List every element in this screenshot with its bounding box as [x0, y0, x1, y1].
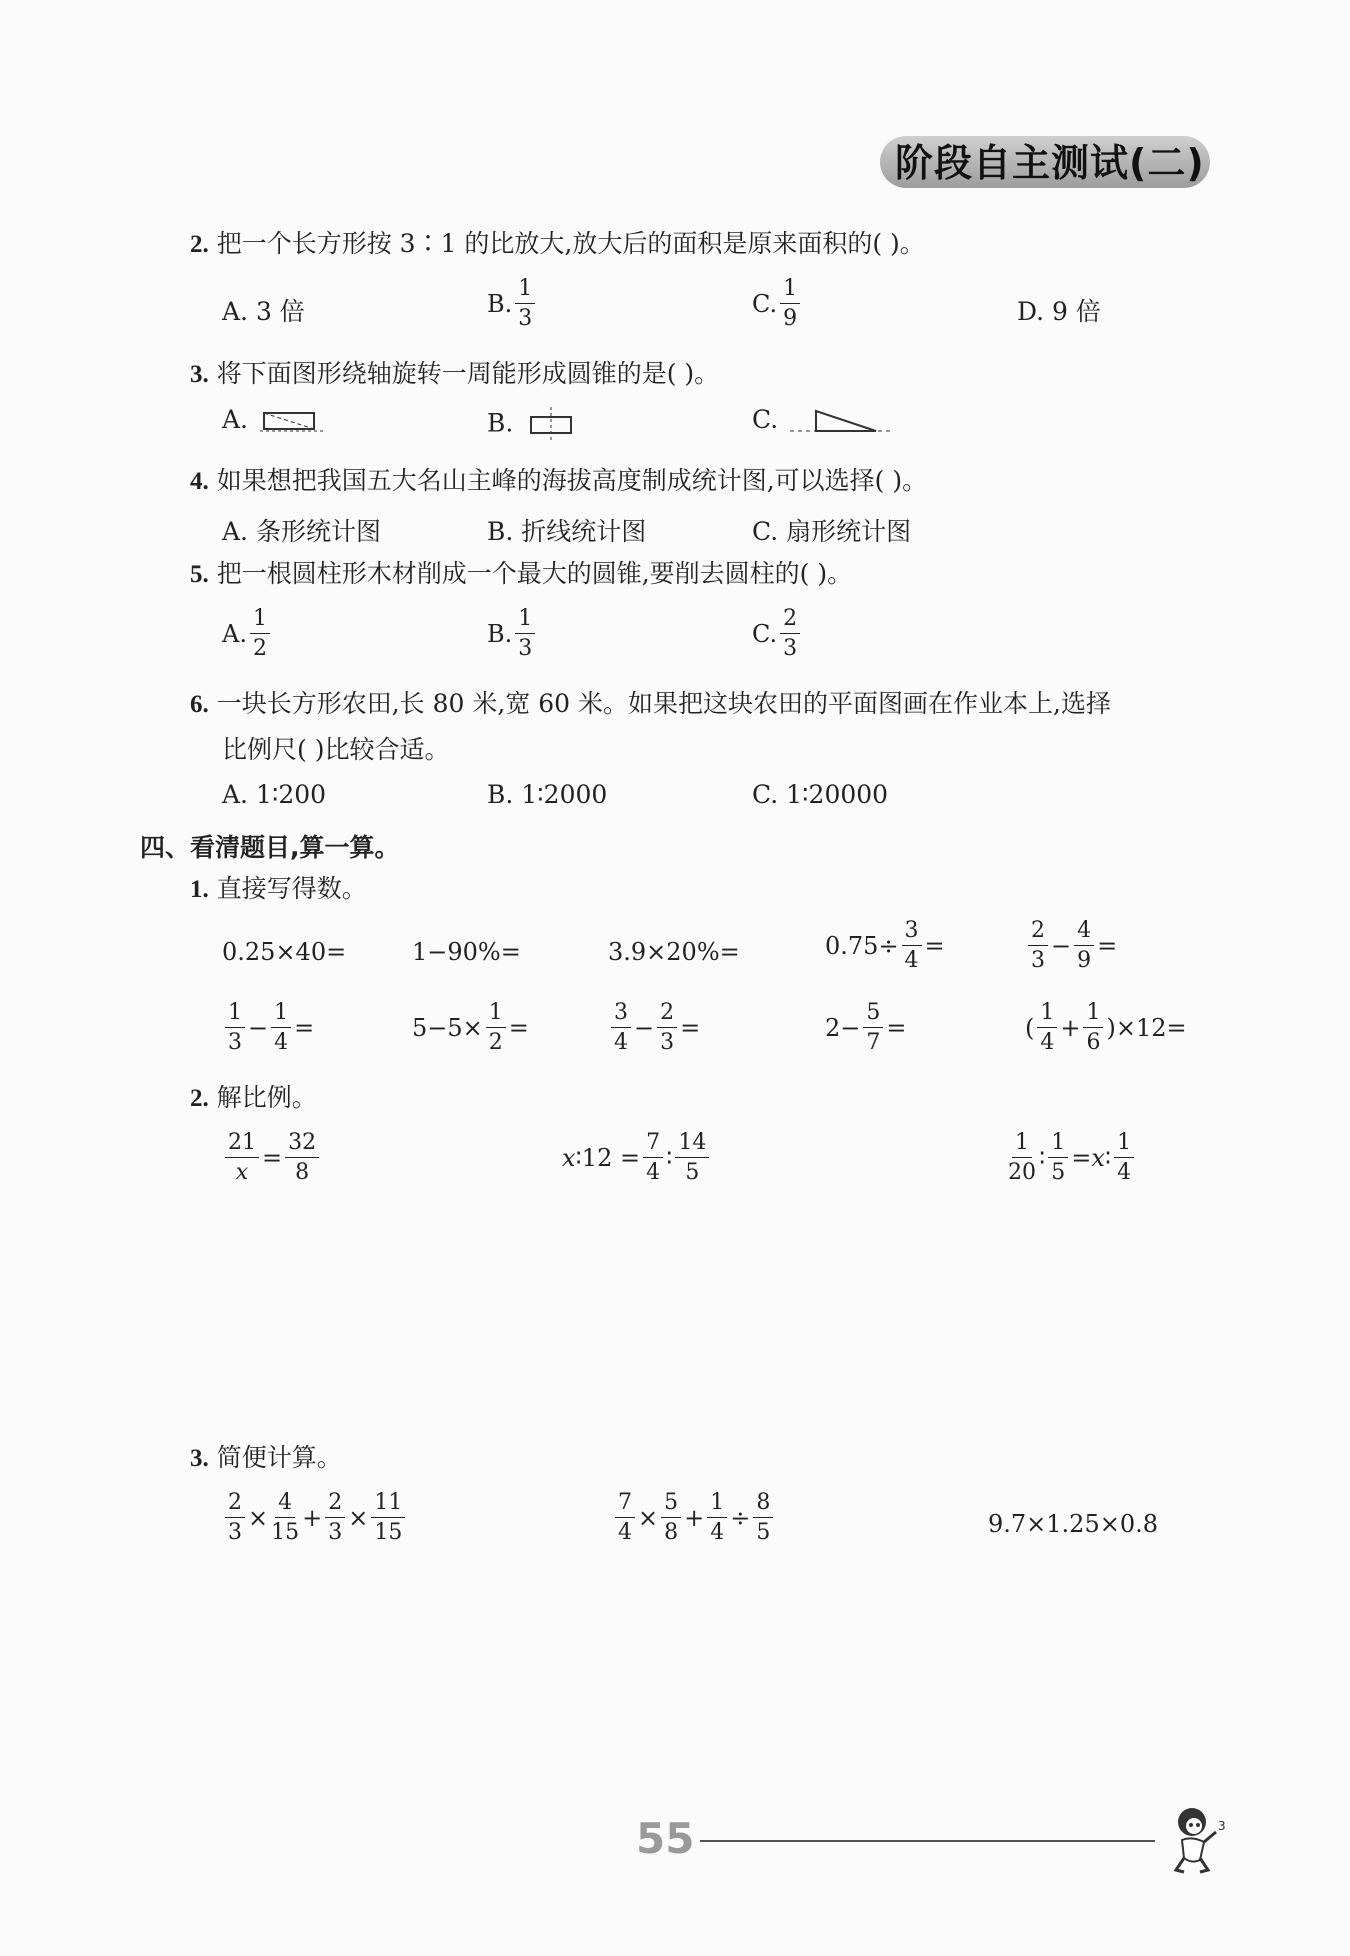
- part-title: 直接写得数。: [216, 874, 367, 903]
- question-2: [190, 228, 925, 261]
- calc-item: 2− $\frac{5}{7}$ =: [825, 1000, 907, 1055]
- calc-item: 3.9×20%=: [608, 938, 740, 966]
- question-text: 一块长方形农田,长 80 米,宽 60 米。如果把这块农田的平面图画在作业本上,选择: [216, 689, 1111, 718]
- option-label: C.: [752, 290, 778, 318]
- part-2-heading: [190, 1082, 317, 1115]
- calc-item: 0.75÷ $\frac{3}{4}$ =: [825, 918, 945, 973]
- option-b[interactable]: [487, 278, 538, 330]
- option-b[interactable]: B. 1∶2000: [487, 780, 608, 809]
- rectangle-center-axis-figure-icon: [521, 405, 581, 445]
- calc-item: $\frac{1}{3}$ − $\frac{1}{4}$ =: [222, 1002, 314, 1054]
- option-a[interactable]: A. 1∶200: [222, 780, 327, 809]
- question-5: [190, 558, 852, 591]
- option-b[interactable]: B. 折线统计图: [487, 517, 647, 546]
- option-label: C.: [752, 405, 779, 434]
- fraction: $\frac{1}{3}$: [515, 608, 535, 660]
- part-title: 简便计算。: [216, 1443, 342, 1472]
- simplify-item: $\frac{2}{3}$ × $\frac{4}{15}$ + $\frac{2}{3}$ × $\frac{11}{15}$: [222, 1492, 408, 1544]
- fraction: $\frac{2}{3}$: [780, 608, 800, 660]
- option-c[interactable]: C. 1∶20000: [752, 780, 889, 809]
- page-title: 阶段自主测试(二): [895, 141, 1205, 185]
- question-text: 把一根圆柱形木材削成一个最大的圆锥,要削去圆柱的( )。: [216, 559, 853, 588]
- fraction: $\frac{1}{2}$: [250, 608, 270, 660]
- svg-text:3: 3: [1218, 1819, 1226, 1833]
- part-number: 3.: [190, 1445, 209, 1472]
- fraction: $\frac{1}{9}$: [780, 278, 800, 330]
- question-text: 如果想把我国五大名山主峰的海拔高度制成统计图,可以选择( )。: [216, 466, 928, 495]
- proportion-item: x ∶12 = $\frac{7}{4}$ ∶ $\frac{14}{5}$: [562, 1132, 712, 1184]
- option-label: A.: [222, 405, 249, 434]
- rectangle-axis-figure-icon: [256, 407, 326, 437]
- option-c[interactable]: [752, 405, 896, 437]
- proportion-item: $\frac{1}{20}$ ∶ $\frac{1}{5}$ = x ∶ $\frac{1}{4}$: [1005, 1132, 1137, 1184]
- calc-item: 1−90%=: [412, 938, 521, 966]
- question-number: 3.: [190, 361, 209, 388]
- simplify-item: 9.7×1.25×0.8: [988, 1510, 1158, 1538]
- option-c[interactable]: [752, 608, 803, 660]
- section-heading: 四、看清题目,算一算。: [140, 833, 400, 862]
- option-c[interactable]: [752, 278, 803, 330]
- part-1-heading: [190, 873, 367, 906]
- question-number: 5.: [190, 561, 209, 588]
- option-a[interactable]: A. 条形统计图: [222, 517, 381, 546]
- question-text: 将下面图形绕轴旋转一周能形成圆锥的是( )。: [216, 359, 720, 388]
- option-d[interactable]: D. 9 倍: [1017, 297, 1101, 326]
- question-number: 2.: [190, 231, 209, 258]
- option-label: A.: [222, 620, 247, 648]
- option-label: B.: [487, 620, 513, 648]
- question-text-line2: 比例尺( )比较合适。: [222, 735, 450, 764]
- calc-item: $\frac{2}{3}$ − $\frac{4}{9}$ =: [1025, 920, 1117, 972]
- option-label: C.: [752, 620, 778, 648]
- fraction: $\frac{1}{3}$: [515, 278, 535, 330]
- footer-rule: [700, 1840, 1155, 1842]
- option-a[interactable]: [222, 608, 273, 660]
- calc-item: 0.25×40=: [222, 938, 347, 966]
- question-number: 4.: [190, 468, 209, 495]
- question-text: 把一个长方形按 3∶1 的比放大,放大后的面积是原来面积的( )。: [216, 229, 925, 258]
- option-label: B.: [487, 408, 514, 438]
- question-3: [190, 358, 719, 391]
- part-title: 解比例。: [216, 1083, 317, 1112]
- triangle-axis-figure-icon: [786, 407, 896, 437]
- option-b[interactable]: [487, 608, 538, 660]
- calc-item: ( $\frac{1}{4}$ + $\frac{1}{6}$ )×12=: [1025, 1000, 1187, 1055]
- calc-item: 5−5× $\frac{1}{2}$ =: [412, 1000, 529, 1055]
- part-number: 1.: [190, 876, 209, 903]
- part-number: 2.: [190, 1085, 209, 1112]
- option-a[interactable]: A. 3 倍: [222, 297, 305, 326]
- question-number: 6.: [190, 691, 209, 718]
- proportion-item: $\frac{21}{x}$ = $\frac{32}{8}$: [222, 1132, 322, 1184]
- option-c[interactable]: C. 扇形统计图: [752, 517, 912, 546]
- option-label: B.: [487, 290, 513, 318]
- option-a[interactable]: [222, 405, 326, 437]
- question-4: [190, 465, 927, 498]
- page-number: 55: [636, 1814, 695, 1863]
- simplify-item: $\frac{7}{4}$ × $\frac{5}{8}$ + $\frac{1}{4}$ ÷ $\frac{8}{5}$: [612, 1492, 776, 1544]
- part-3-heading: [190, 1442, 342, 1475]
- question-6: [190, 688, 1111, 721]
- cartoon-mascot-icon: [1160, 1800, 1230, 1880]
- calc-item: $\frac{3}{4}$ − $\frac{2}{3}$ =: [608, 1002, 700, 1054]
- option-b[interactable]: [487, 405, 581, 445]
